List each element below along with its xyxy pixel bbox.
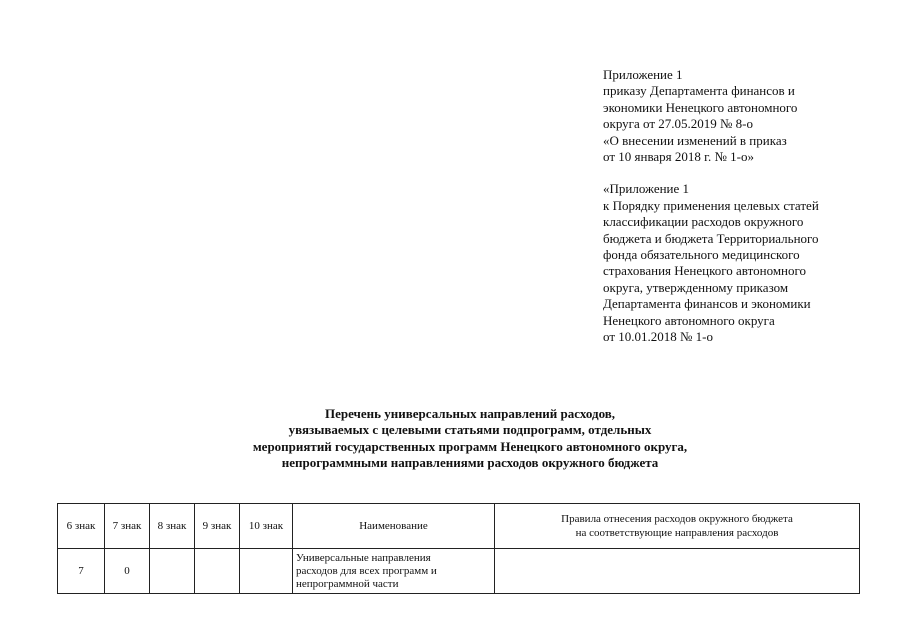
header-name: Наименование: [293, 504, 495, 549]
inner-appendix-line: Департамента финансов и экономики: [603, 296, 811, 312]
appendix-line: Приложение 1: [603, 67, 683, 82]
header-sign7: 7 знак: [105, 504, 150, 549]
header-rules: [495, 504, 860, 549]
header-sign10: 10 знак: [240, 504, 293, 549]
appendix-header: [603, 67, 893, 346]
header-rules-line: на соответствующие направления расходов: [575, 527, 779, 539]
header-sign6: 6 знак: [58, 504, 105, 549]
cell-name-line: расходов для всех программ и: [296, 564, 437, 577]
cell-sign7: 0: [105, 549, 150, 594]
inner-appendix-line: округа, утвержденному приказом: [603, 279, 789, 295]
document-title: [170, 406, 770, 472]
appendix-line: приказу Департамента финансов и: [603, 83, 795, 99]
appendix-line: округа от 27.05.2019 № 8-о: [603, 116, 753, 132]
cell-name-line: непрограммной части: [296, 577, 399, 590]
header-sign8: 8 знак: [150, 504, 195, 549]
table-row: [58, 549, 860, 594]
directions-table: [57, 503, 860, 594]
header-rules-line: Правила отнесения расходов окружного бюджета: [561, 513, 793, 525]
table-header-row: [58, 504, 860, 549]
title-line: Перечень универсальных направлений расходов,: [324, 406, 616, 421]
cell-name: [293, 549, 495, 594]
inner-appendix-line: классификации расходов окружного: [603, 214, 804, 230]
inner-appendix-line: бюджета и бюджета Территориального: [603, 230, 819, 246]
appendix-line: от 10 января 2018 г. № 1-о»: [603, 149, 755, 165]
cell-name-line: Универсальные направления: [296, 551, 431, 564]
cell-rules: [495, 549, 860, 594]
inner-appendix-line: к Порядку применения целевых статей: [603, 197, 819, 213]
inner-appendix-line: «Приложение 1: [603, 181, 690, 197]
cell-sign6: 7: [58, 549, 105, 594]
title-line: мероприятий государственных программ Ненецкого автономного округа,: [252, 438, 688, 454]
cell-sign9: [195, 549, 240, 594]
spacer: [603, 165, 893, 181]
inner-appendix-line: фонда обязательного медицинского: [603, 247, 800, 263]
appendix-line: экономики Ненецкого автономного: [603, 99, 798, 115]
title-line: увязываемых с целевыми статьями подпрограмм, отдельных: [288, 422, 652, 438]
header-sign9: 9 знак: [195, 504, 240, 549]
title-line: непрограммными направлениями расходов окружного бюджета: [281, 455, 659, 471]
cell-sign10: [240, 549, 293, 594]
appendix-line: «О внесении изменений в приказ: [603, 132, 787, 148]
cell-sign8: [150, 549, 195, 594]
inner-appendix-line: Ненецкого автономного округа: [603, 312, 775, 328]
inner-appendix-line: страхования Ненецкого автономного: [603, 263, 807, 279]
inner-appendix-line: от 10.01.2018 № 1-о: [603, 329, 713, 345]
